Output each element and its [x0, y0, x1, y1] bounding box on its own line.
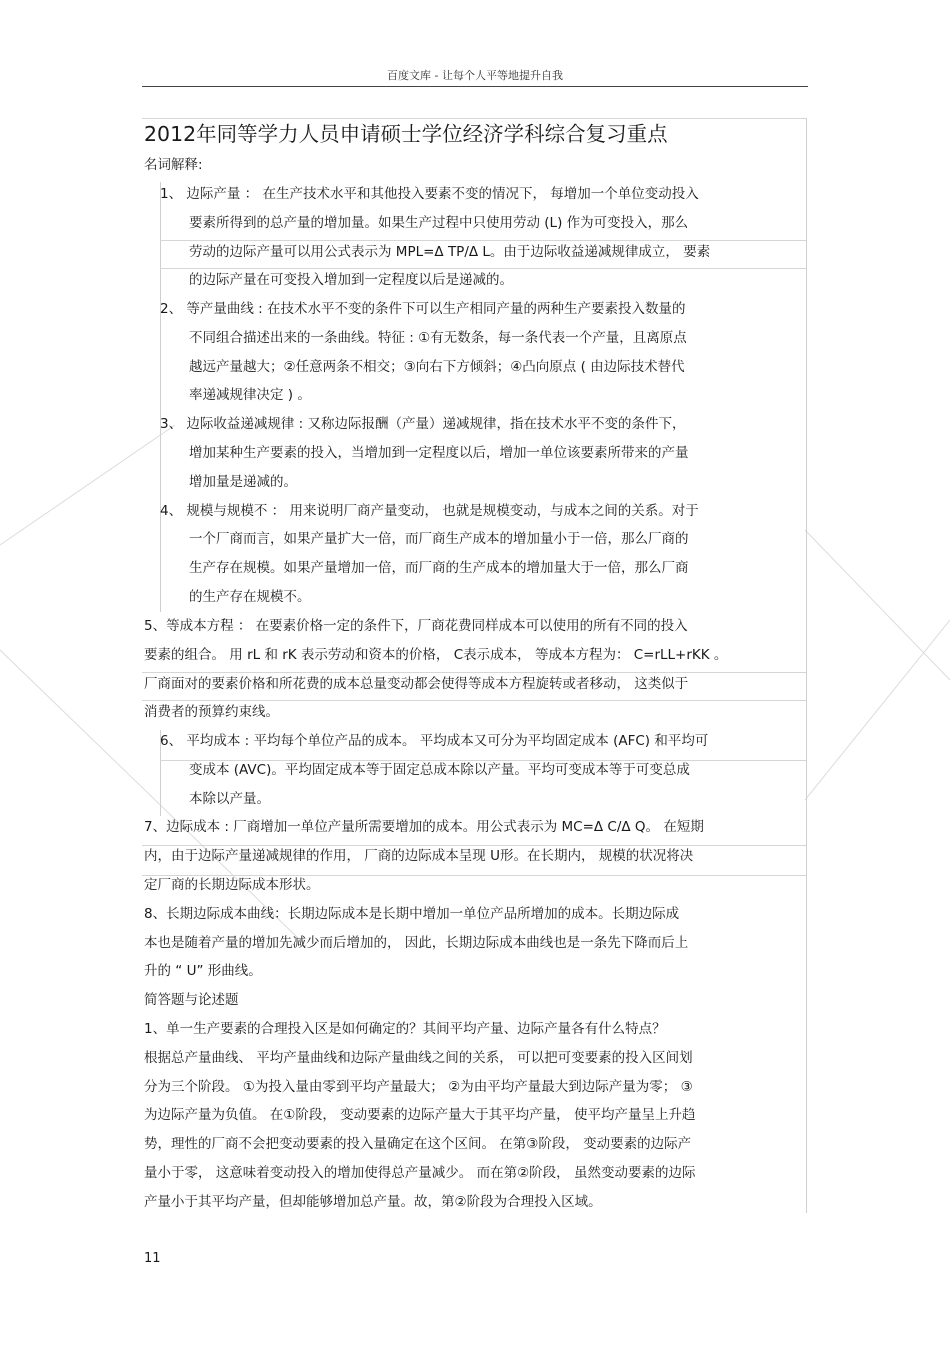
text-line: 5、等成本方程 ： 在要素价格一定的条件下，厂商花费同样成本可以使用的所有不同的投入: [144, 618, 688, 634]
text-line: 变成本 (AVC)。平均固定成本等于固定总成本除以产量。平均可变成本等于可变总成: [189, 762, 690, 778]
table-border-row: [142, 845, 806, 846]
table-border-row: [160, 268, 806, 269]
text-line: 3、 边际收益递减规律 : 又称边际报酬（产量）递减规律，指在技术水平不变的条件下，: [160, 416, 686, 432]
text-line: 生产存在规模。如果产量增加一倍，而厂商的生产成本的增加量大于一倍，那么厂商: [189, 560, 689, 576]
text-line: 7、边际成本 : 厂商增加一单位产量所需要增加的成本。用公式表示为 MC=Δ C/Δ Q。 在短期: [144, 819, 704, 835]
text-line: 要素的组合。 用 rL 和 rK 表示劳动和资本的价格， C表示成本， 等成本方程为： C=rLL+rKK 。: [144, 647, 728, 663]
text-line: 越远产量越大；②任意两条不相交；③向右下方倾斜；④凸向原点 ( 由边际技术替代: [189, 359, 685, 375]
question-line: 1、单一生产要素的合理投入区是如何确定的？其间平均产量、边际产量各有什么特点？: [144, 1021, 666, 1037]
text-line: 为边际产量为负值。 在①阶段， 变动要素的边际产量大于其平均产量， 使平均产量呈上升趋: [144, 1107, 696, 1123]
text-line: 本除以产量。: [189, 791, 270, 807]
text-line: 要素所得到的总产量的增加量。如果生产过程中只使用劳动 (L) 作为可变投入，那么: [189, 215, 689, 231]
text-line: 4、 规模与规模不 ： 用来说明厂商产量变动， 也就是规模变动，与成本之间的关系。对于: [160, 503, 699, 519]
text-line: 势，理性的厂商不会把变动要素的投入量确定在这个区间。 在第③阶段， 变动要素的边际产: [144, 1136, 692, 1152]
text-line: 根据总产量曲线、 平均产量曲线和边际产量曲线之间的关系， 可以把可变要素的投入区间划: [144, 1050, 693, 1066]
text-line: 的生产存在规模不。: [189, 589, 311, 605]
text-line: 厂商面对的要素价格和所花费的成本总量变动都会使得等成本方程旋转或者移动， 这类似于: [144, 676, 689, 692]
table-border-row: [160, 240, 806, 241]
table-border-row: [142, 672, 806, 673]
table-border-left: [160, 182, 161, 612]
document-title: 2012年同等学力人员申请硕士学位经济学科综合复习重点: [144, 122, 668, 146]
page-number: 11: [144, 1251, 161, 1266]
text-line: 产量小于其平均产量，但却能够增加总产量。故，第②阶段为合理投入区域。: [144, 1194, 602, 1210]
section-heading: 名词解释:: [144, 157, 203, 173]
text-line: 量小于零， 这意味着变动投入的增加使得总产量减少。 而在第②阶段， 虽然变动要素的边际: [144, 1165, 696, 1181]
text-line: 增加量是递减的。: [189, 474, 297, 490]
text-line: 分为三个阶段。 ①为投入量由零到平均产量最大； ②为由平均产量最大到边际产量为零； ③: [144, 1079, 693, 1095]
text-line: 率递减规律决定 ) 。: [189, 387, 311, 403]
text-line: 的边际产量在可变投入增加到一定程度以后是递减的。: [189, 272, 513, 288]
text-line: 2、 等产量曲线 : 在技术水平不变的条件下可以生产相同产量的两种生产要素投入数量的: [160, 301, 686, 317]
text-line: 内，由于边际产量递减规律的作用， 厂商的边际成本呈现 U形。在长期内， 规模的状况将决: [144, 848, 694, 864]
text-line: 8、长期边际成本曲线：长期边际成本是长期中增加一单位产品所增加的成本。长期边际成: [144, 906, 680, 922]
text-line: 增加某种生产要素的投入，当增加到一定程度以后，增加一单位该要素所带来的产量: [189, 445, 689, 461]
text-line: 消费者的预算约束线。: [144, 704, 279, 720]
text-line: 6、 平均成本 : 平均每个单位产品的成本。 平均成本又可分为平均固定成本 (AFC) 和平均可: [160, 733, 709, 749]
text-line: 定厂商的长期边际成本形状。: [144, 877, 320, 893]
table-border-row: [142, 700, 806, 701]
text-line: 一个厂商而言，如果产量扩大一倍，而厂商生产成本的增加量小于一倍，那么厂商的: [189, 531, 689, 547]
table-border-right: [806, 118, 807, 1213]
text-line: 1、 边际产量 ： 在生产技术水平和其他投入要素不变的情况下， 每增加一个单位变动投入: [160, 186, 699, 202]
text-line: 不同组合描述出来的一条曲线。特征 : ①有无数条，每一条代表一个产量，且离原点: [189, 330, 687, 346]
table-border-top: [142, 118, 806, 119]
header-rule: [142, 86, 808, 87]
text-line: 本也是随着产量的增加先减少而后增加的， 因此，长期边际成本曲线也是一条先下降而后上: [144, 935, 689, 951]
text-line: 劳动的边际产量可以用公式表示为 MPL=Δ TP/Δ L。由于边际收益递减规律成立， 要素: [189, 244, 711, 260]
text-line: 升的 “ U” 形曲线。: [144, 963, 262, 979]
section-heading: 简答题与论述题: [144, 992, 239, 1008]
page-header: 百度文库 - 让每个人平等地提升自我: [387, 69, 563, 82]
